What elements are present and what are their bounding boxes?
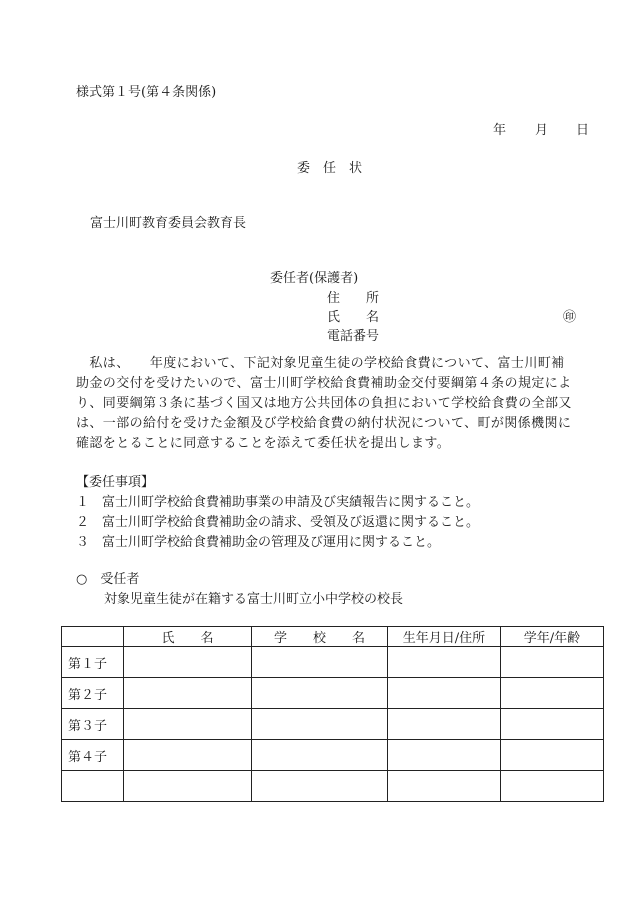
body-paragraph (76, 354, 596, 454)
date-day: 日 (576, 123, 590, 138)
body-line: は、一部の給付を受けた金額及び学校給食費の納付状況について、町が関係機関に (76, 416, 572, 431)
phone-label: 電話番号 (327, 329, 380, 344)
delegation-items-heading: 【委任事項】 (76, 475, 155, 490)
delegator-heading: 委任者(保護者) (270, 271, 359, 286)
document-title: 委 任 状 (297, 161, 363, 176)
grade-cell[interactable] (501, 647, 604, 678)
table-header-birthdate: 生年月日/住所 (388, 627, 501, 647)
grade-cell[interactable] (501, 678, 604, 709)
table-row (62, 709, 604, 740)
birthdate-cell[interactable] (388, 678, 501, 709)
table-row (62, 740, 604, 771)
table-row (62, 678, 604, 709)
seal-mark: ㊞ (563, 310, 577, 325)
delegatee-description: 対象児童生徒が在籍する富士川町立小中学校の校長 (104, 592, 404, 607)
body-line: 助金の交付を受けたいので、富士川町学校給食費補助金交付要綱第４条の規定によ (76, 376, 572, 391)
delegation-item: ２ 富士川町学校給食費補助金の請求、受領及び返還に関すること。 (76, 515, 480, 530)
grade-cell[interactable] (501, 709, 604, 740)
addressee: 富士川町教育委員会教育長 (90, 216, 247, 231)
body-line: 私は、 年度において、下記対象児童生徒の学校給食費について、富士川町補 (76, 356, 565, 371)
row-label: 第２子 (62, 678, 124, 709)
table-row (62, 647, 604, 678)
name-cell[interactable] (124, 647, 252, 678)
delegatee-heading: ○ 受任者 (76, 572, 140, 587)
birthdate-cell[interactable] (388, 771, 501, 802)
row-label: 第３子 (62, 709, 124, 740)
row-label: 第４子 (62, 740, 124, 771)
table-header-name: 氏 名 (124, 627, 252, 647)
delegation-item: １ 富士川町学校給食費補助事業の申請及び実績報告に関すること。 (76, 495, 480, 510)
birthdate-cell[interactable] (388, 647, 501, 678)
name-cell[interactable] (124, 740, 252, 771)
school-cell[interactable] (252, 678, 388, 709)
delegation-item: ３ 富士川町学校給食費補助金の管理及び運用に関すること。 (76, 535, 441, 550)
school-cell[interactable] (252, 740, 388, 771)
table-header-grade: 学年/年齢 (501, 627, 604, 647)
name-cell[interactable] (124, 709, 252, 740)
date-year: 年 (493, 123, 507, 138)
date-month: 月 (535, 123, 549, 138)
name-label: 氏 名 (327, 310, 380, 325)
grade-cell[interactable] (501, 740, 604, 771)
birthdate-cell[interactable] (388, 740, 501, 771)
name-cell[interactable] (124, 771, 252, 802)
name-cell[interactable] (124, 678, 252, 709)
form-number: 様式第１号(第４条関係) (76, 85, 217, 100)
row-label (62, 771, 124, 802)
school-cell[interactable] (252, 647, 388, 678)
table-header-row (62, 627, 604, 647)
row-label: 第１子 (62, 647, 124, 678)
body-line: 確認をとることに同意することを添えて委任状を提出します。 (76, 436, 451, 451)
body-line: り、同要綱第３条に基づく国又は地方公共団体の負担において学校給食費の全部又 (76, 396, 572, 411)
address-label: 住 所 (327, 291, 380, 306)
school-cell[interactable] (252, 771, 388, 802)
birthdate-cell[interactable] (388, 709, 501, 740)
table-row (62, 771, 604, 802)
grade-cell[interactable] (501, 771, 604, 802)
school-cell[interactable] (252, 709, 388, 740)
children-table (61, 626, 604, 802)
table-header-cell (62, 627, 124, 647)
table-header-school: 学 校 名 (252, 627, 388, 647)
